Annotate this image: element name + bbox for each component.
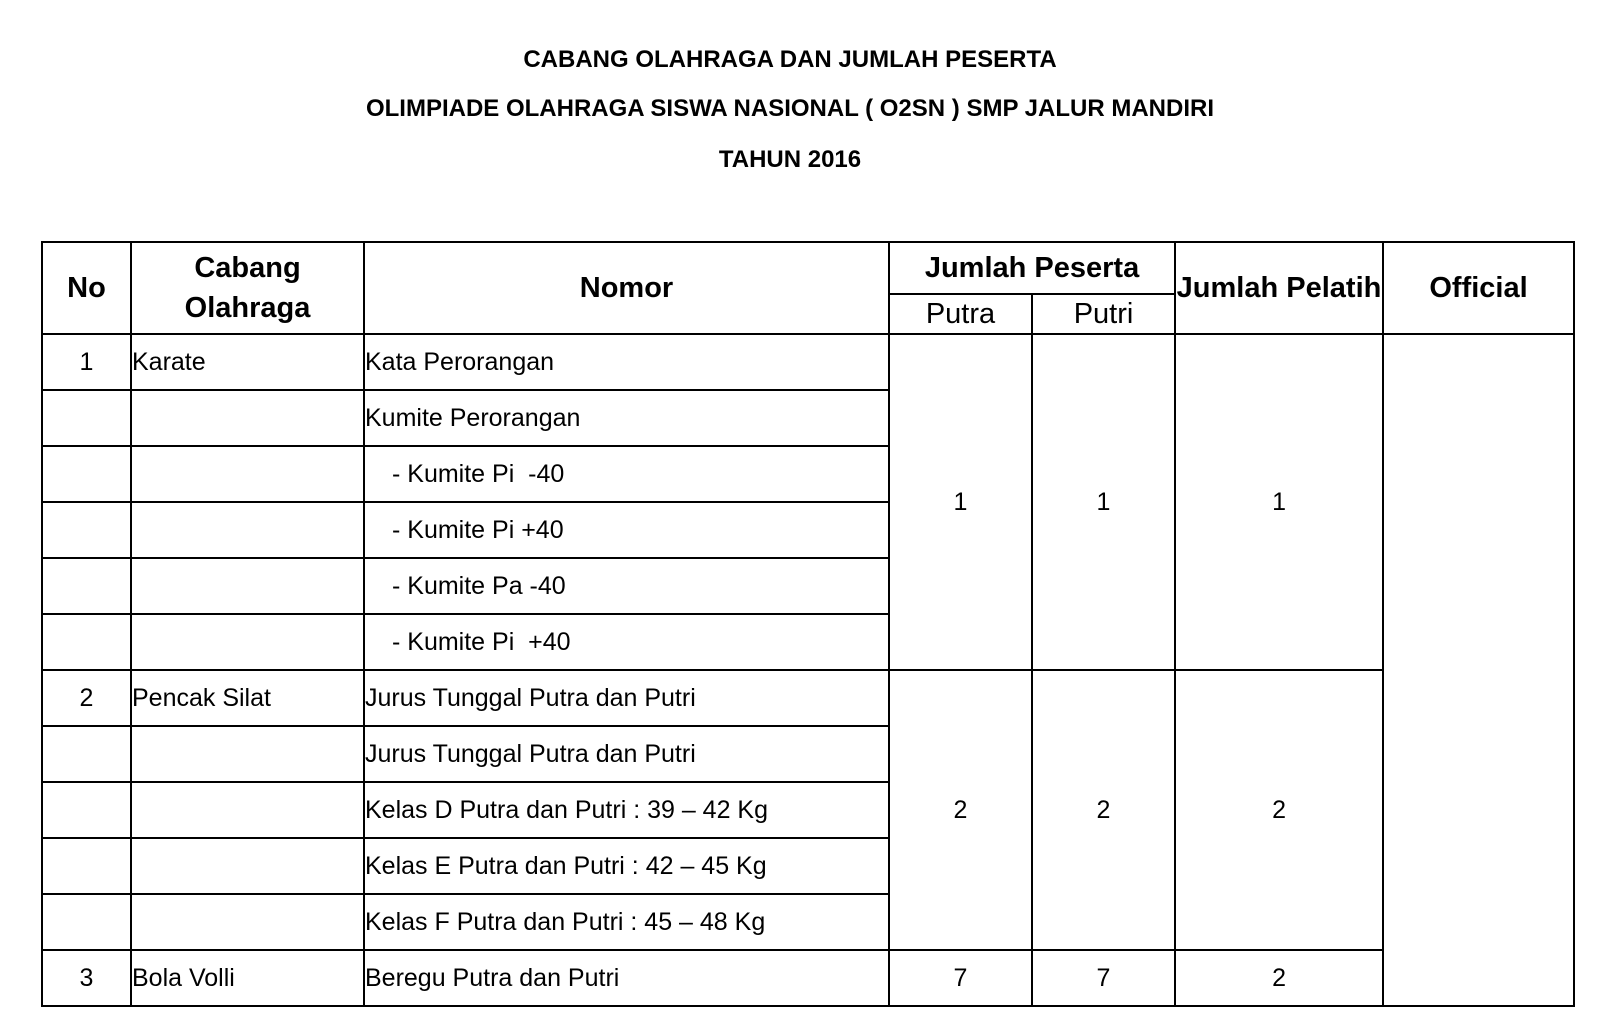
row-event: Jurus Tunggal Putra dan Putri bbox=[364, 726, 889, 782]
header-no: No bbox=[42, 242, 131, 334]
count-pelatih: 2 bbox=[1175, 670, 1383, 950]
header-nomor: Nomor bbox=[364, 242, 889, 334]
participants-table bbox=[41, 241, 1575, 1007]
header-putra: Putra bbox=[889, 294, 1032, 334]
row-event: Kata Perorangan bbox=[364, 334, 889, 390]
header-cabang-olahraga: Cabang Olahraga bbox=[131, 242, 364, 334]
header-jumlah-pelatih: Jumlah Pelatih bbox=[1175, 242, 1383, 334]
row-no bbox=[42, 614, 131, 670]
row-no: 3 bbox=[42, 950, 131, 1006]
count-pelatih: 1 bbox=[1175, 334, 1383, 670]
row-event: - Kumite Pi +40 bbox=[364, 614, 889, 670]
count-putri: 2 bbox=[1032, 670, 1175, 950]
row-event: Kelas D Putra dan Putri : 39 – 42 Kg bbox=[364, 782, 889, 838]
official-cell bbox=[1383, 334, 1574, 1006]
row-event: Kelas E Putra dan Putri : 42 – 45 Kg bbox=[364, 838, 889, 894]
row-event: - Kumite Pi -40 bbox=[364, 446, 889, 502]
doc-title-line-2: OLIMPIADE OLAHRAGA SISWA NASIONAL ( O2SN ) SMP JALUR MANDIRI bbox=[365, 95, 1215, 122]
row-no bbox=[42, 726, 131, 782]
row-cabang: Bola Volli bbox=[131, 950, 364, 1006]
count-putri: 1 bbox=[1032, 334, 1175, 670]
table-row bbox=[42, 670, 1574, 726]
row-no bbox=[42, 390, 131, 446]
row-event: Beregu Putra dan Putri bbox=[364, 950, 889, 1006]
row-no bbox=[42, 894, 131, 950]
count-putra: 7 bbox=[889, 950, 1032, 1006]
row-cabang: Pencak Silat bbox=[131, 670, 364, 726]
header-jumlah-peserta: Jumlah Peserta bbox=[889, 242, 1175, 294]
row-no bbox=[42, 502, 131, 558]
row-cabang bbox=[131, 446, 364, 502]
row-no bbox=[42, 446, 131, 502]
count-putra: 1 bbox=[889, 334, 1032, 670]
row-no bbox=[42, 838, 131, 894]
row-event: Jurus Tunggal Putra dan Putri bbox=[364, 670, 889, 726]
doc-title-line-3: TAHUN 2016 bbox=[718, 146, 862, 173]
count-putri: 7 bbox=[1032, 950, 1175, 1006]
count-pelatih: 2 bbox=[1175, 950, 1383, 1006]
row-cabang bbox=[131, 558, 364, 614]
row-cabang bbox=[131, 502, 364, 558]
row-no: 1 bbox=[42, 334, 131, 390]
row-cabang bbox=[131, 782, 364, 838]
row-cabang bbox=[131, 390, 364, 446]
row-cabang bbox=[131, 614, 364, 670]
table-row bbox=[42, 950, 1574, 1006]
header-official: Official bbox=[1383, 242, 1574, 334]
row-cabang: Karate bbox=[131, 334, 364, 390]
table-row bbox=[42, 334, 1574, 390]
row-no: 2 bbox=[42, 670, 131, 726]
row-no bbox=[42, 782, 131, 838]
row-event: - Kumite Pa -40 bbox=[364, 558, 889, 614]
row-event: - Kumite Pi +40 bbox=[364, 502, 889, 558]
doc-title-line-1: CABANG OLAHRAGA DAN JUMLAH PESERTA bbox=[523, 46, 1057, 73]
row-no bbox=[42, 558, 131, 614]
row-event: Kumite Perorangan bbox=[364, 390, 889, 446]
row-event: Kelas F Putra dan Putri : 45 – 48 Kg bbox=[364, 894, 889, 950]
row-cabang bbox=[131, 726, 364, 782]
header-putri: Putri bbox=[1032, 294, 1175, 334]
count-putra: 2 bbox=[889, 670, 1032, 950]
row-cabang bbox=[131, 838, 364, 894]
row-cabang bbox=[131, 894, 364, 950]
